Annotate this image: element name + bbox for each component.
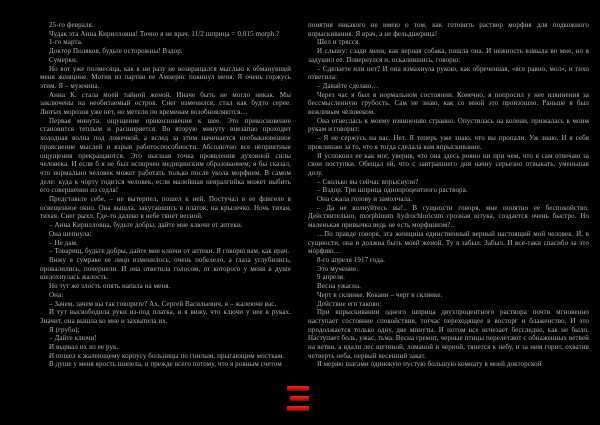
paragraph: Вижу в сумраке ее лицо изменилось, очень побелело, а глаза углубились, провалились, почернели. И она ответила голосом, от которого у меня в душе шелохнулась жалость. bbox=[40, 255, 291, 282]
paragraph: Она отнеслась к моему извинению странно. Опустилась на колени, прижалась к моим рукам и говорит: bbox=[308, 116, 589, 134]
paragraph: Действие его таково: bbox=[317, 299, 382, 308]
paragraph: – Товарищ, будьте добры, дайте мне ключи от аптеки. Я говорю вам, как врач. bbox=[49, 247, 290, 256]
paragraph: – Зачем, зачем вы так говорите? Ах, Сергей Васильевич, я – жалеючи вас. bbox=[49, 299, 277, 308]
paragraph: – Сделаете или нет? И она взмахнула рукою, как обреченная, «все равно, мол», и тихо ответила: bbox=[308, 64, 589, 82]
paragraph: Доктор Поляков, будьте осторожны! Вздор. bbox=[49, 47, 183, 56]
paragraph: Это мучение. bbox=[317, 264, 358, 273]
paragraph: Черт в склянке. Кокаин – черт в склянке. bbox=[317, 290, 443, 299]
paragraph: И тут высвободила руки из-под платка, и я вижу, что ключи у нее в руках. Значит, она вышла ко мне и захватила их. bbox=[40, 308, 291, 325]
paragraph: Я меряю шагами одинокую пустую большую комнату в моей докторской bbox=[317, 360, 542, 369]
menu-bar-top bbox=[287, 386, 309, 391]
paragraph: Представьте себе, – не вытерпел, пошел к ней. Постучал в ее флигеле в освещенное окно. Она вышла, закутавшись в платок, на крылечко. Ночь тихая, тихая. Снег рыхл. Где-то далеко в небе тянет весной. bbox=[40, 195, 291, 221]
page-right[interactable] bbox=[308, 21, 589, 383]
menu-bar-bottom bbox=[287, 406, 309, 411]
paragraph: Чудак эта Анна Кирилловна! Точно я не врач. 11/2 шприца = 0,015 morph.? bbox=[49, 29, 280, 38]
paragraph: понятия никакого не имею о том, как готовить раствор морфия для подкожного впрыскивания. Я врач, а не фельдшерица! bbox=[308, 21, 589, 38]
paragraph: В душе у меня ярость шипела, и прежде всего потому, что я ровным счетом bbox=[49, 360, 282, 369]
paragraph: – Я не сержусь на вас. Нет. Я теперь уже знаю, что вы пропали. Уж знаю. И я себя проклинаю за то, что я тогда сделала вам впрыскивание. bbox=[308, 134, 589, 151]
paragraph: При впрыскивании одного шприца двухпроцентного раствора почти мгновенно наступает состояние спокойствия, тотчас переходящее в восторг и блаженство. И это продолжается только одну, две минуты. И потом все исчезает бесследно, как не было. Наступает боль, ужас, тьма. Весна гремит, черные птицы перелетают с обнаженных ветвей на ветви, а вдали лес щетиной, ломаной и черной, тянется к небу, и за ним горит, охватив четверть неба, первый весенний закат. bbox=[308, 308, 589, 360]
paragraph: И вырвал их из ее рук. bbox=[49, 343, 119, 352]
paragraph: Я (грубо): bbox=[49, 325, 80, 334]
paragraph: Она: bbox=[49, 290, 64, 299]
paragraph: 8-го апреля 1917 года. bbox=[317, 255, 385, 264]
paragraph: – Дайте ключи! bbox=[49, 334, 97, 343]
page-left[interactable] bbox=[40, 21, 291, 383]
paragraph: Но тут же злость опять напала на меня. bbox=[49, 282, 171, 291]
paragraph: – Вздор. Три шприца однопроцентного раствора. bbox=[317, 186, 468, 195]
paragraph: Через час я был в нормальном состоянии. Конечно, я попросил у нее извинения за бессмысленную грубость. Сам не знаю, как со мной это произошло. Раньше я был вежливым человеком. bbox=[308, 90, 589, 117]
paragraph: …По правде говоря, эта женщина единственный верный настоящий мой человек. И, в сущности, она и должна быть моей женой. Ту я забыл. Забыл. И все-таки спасибо за это морфию… bbox=[308, 229, 589, 256]
paragraph: – Сколько вы сейчас впрыснули? bbox=[317, 177, 419, 186]
hamburger-menu-icon[interactable] bbox=[287, 386, 309, 411]
paragraph: Но вот уже полмесяца, как я ни разу не возвращался мыслью к обманувшей меня женщине. Мотив из партии ее Амнерис покинул меня. Я очень горжусь этим. Я – мужчина. bbox=[40, 64, 291, 90]
paragraph: – Не дам. bbox=[49, 238, 78, 247]
paragraph: – Анна Кирилловна, будьте добры, дайте мне ключи от аптеки. bbox=[49, 221, 243, 230]
paragraph: Я успокоил ее как мог, уверив, что она здесь ровно ни при чем, что я сам отвечаю за свои поступки. Обещал ей, что с завтрашнего дня начну серьезно отвыкать, уменьшая дозу. bbox=[308, 151, 589, 177]
paragraph: Анна К. стала моей тайной женой. Иначе быть не могло никак. Мы заключены на необитаемый остров. Снег изменился, стал как будто серее. Лютых морозов уже нет, но метели по временам возобновляются… bbox=[40, 90, 291, 117]
paragraph: Она сжала голову и замолчала. bbox=[317, 195, 413, 204]
paragraph: 1-го марта. bbox=[49, 38, 83, 47]
paragraph: 9 апреля. bbox=[317, 273, 345, 282]
menu-bar-middle bbox=[290, 396, 309, 401]
paragraph: Сумерки. bbox=[49, 55, 78, 64]
paragraph: 25-го февраля. bbox=[49, 21, 94, 29]
paragraph: – Да не волнуйтесь вы!.. В сущности говоря, мне понятно ее беспокойство. Действительно, morphinum hydrochloricum грозная штука, создается очень быстро. Но маленькая привычка ведь не есть морфинизм?.. bbox=[308, 203, 589, 230]
paragraph: И слышу: сзади меня, как верная собака, пошла она. И нежность взмыла во мне, но я задушил ее. Повернулся и, оскалившись, говорю: bbox=[308, 47, 589, 64]
paragraph: И пошел к жалеющему корпусу больницы по гнилым, прыгающим мосткам. bbox=[49, 351, 285, 360]
paragraph: Первая минута: ощущение прикосновения к шее. Это прикосновение становится теплым и расширяется. Во вторую минуту внезапно проходит холодная волна под ложечкой, а вслед за этим начинается необыкновенное прояснение мыслей и взрыв работоспособности. Абсолютно все неприятные ощущения прекращаются. Это высшая точка проявления духовной силы человека. И если б я не был испорчен медицинским образованием, я бы сказал, что нормально человек может работать только после укола морфием. В самом деле: куда к чорту годится человек, если малейшая невралгийка может выбить его совершенно из седла! bbox=[40, 116, 291, 195]
paragraph: – Давайте сделаю… bbox=[317, 81, 379, 90]
paragraph: Она шепнула: bbox=[49, 229, 92, 238]
paragraph: Шел и трясся. bbox=[317, 38, 361, 47]
paragraph: Весна ужасна. bbox=[317, 282, 362, 291]
